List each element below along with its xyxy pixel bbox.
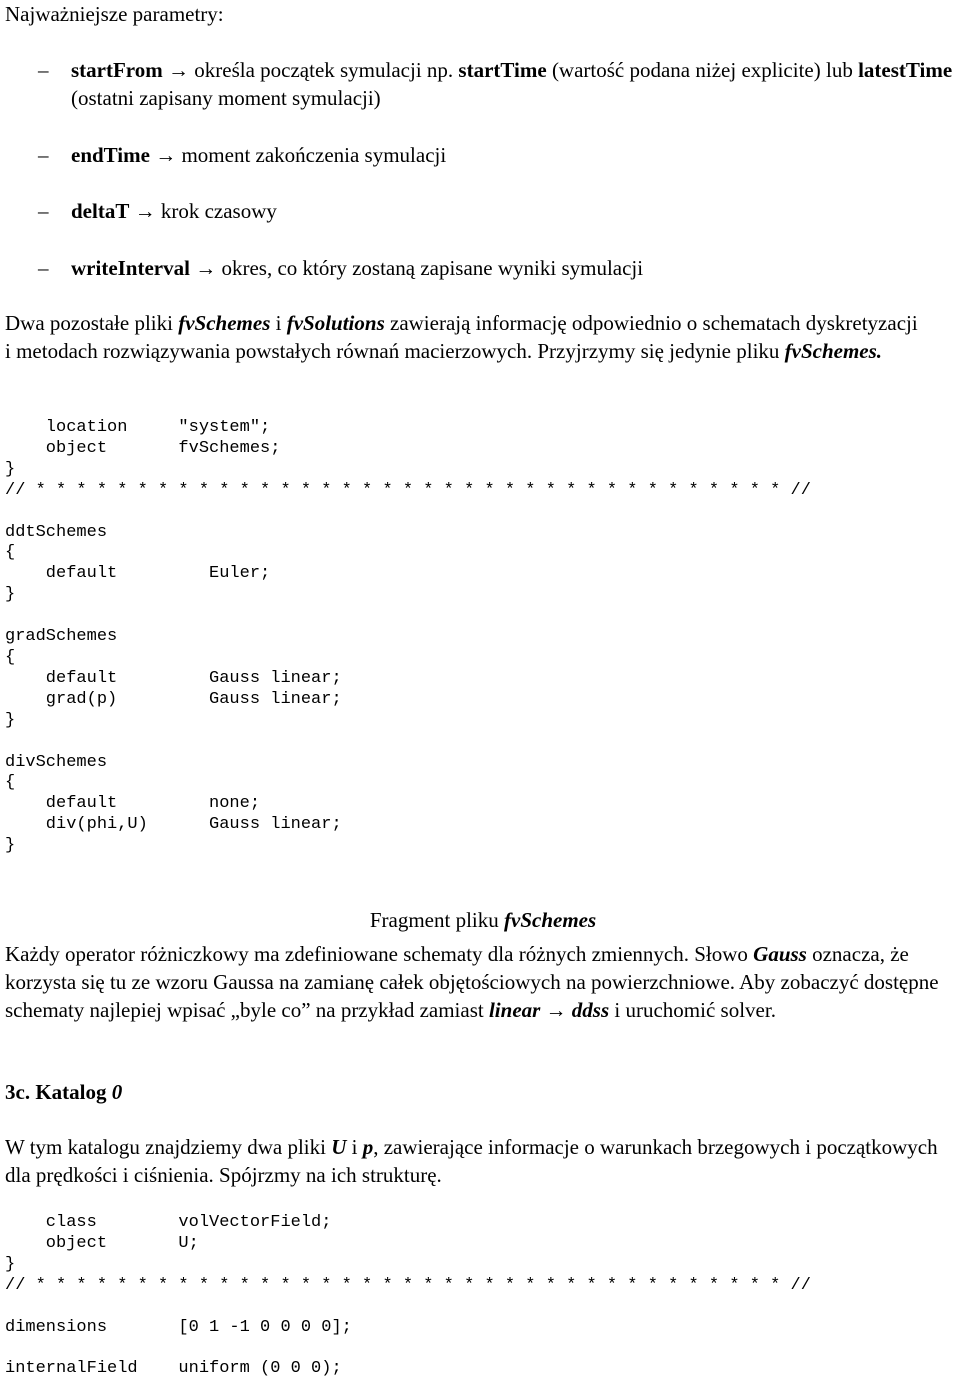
param-text: (wartość podana niżej explicite) lub [546,58,859,82]
arrow-glyph: → [168,58,189,82]
param-term: startFrom [71,58,163,82]
figure-caption [0,906,960,934]
text-run: i [270,311,287,335]
caption-emphasis: fvSchemes [504,908,597,932]
param-text: okres, co który zostaną zapisane wyniki symulacji [216,256,644,280]
param-text: moment zakończenia symulacji [176,143,447,167]
section-heading [5,1078,122,1106]
text-run: Każdy operator różniczkowy ma zdefiniowane schematy dla różnych zmiennych. Słowo [5,942,754,966]
emphasis-filename: fvSchemes. [784,339,883,363]
text-run: , zawierające informacje o warunkach brzegowych i początkowych dla prędkości i ciśnienia. Spójrzmy na ich strukturę. [5,1135,938,1187]
section-name: 0 [111,1080,123,1104]
text-run: i uruchomić solver. [609,998,776,1022]
arrow-glyph: → [155,143,177,167]
param-text: (ostatni zapisany moment symulacji) [71,86,381,110]
paragraph-fvschemes-intro [5,309,925,365]
emphasis-filename: p [362,1135,374,1159]
param-text: krok czasowy [155,199,277,223]
param-term: writeInterval [71,256,190,280]
list-item-text [71,56,960,112]
param-term: endTime [71,143,150,167]
param-term: deltaT [71,199,130,223]
dash-bullet: – [38,199,49,223]
text-run: W tym katalogu znajdziemy dwa pliki [5,1135,332,1159]
intro-heading: Najważniejsze parametry: [5,2,224,26]
list-item-text [71,197,960,225]
dash-bullet: – [38,58,49,82]
list-item-text [71,254,960,282]
caption-text: Fragment pliku [369,908,504,932]
param-text: określa początek symulacji np. [189,58,459,82]
text-run: Dwa pozostałe pliki [5,311,179,335]
arrow-glyph: → [195,256,217,280]
emphasis-term: linear → ddss [488,998,610,1022]
param-term: startTime [458,58,547,82]
text-run: i [346,1135,363,1159]
paragraph-operators [5,940,955,1024]
arrow-glyph: → [134,199,156,223]
text-run: oznacza, że korzysta się tu ze wzoru Gaussa na zamianę całek objętościowych na powierzchniowe. Aby zobaczyć dostępne schematy najlepiej wpisać „byle co” na przykład zamiast [5,942,939,1022]
emphasis-filename: fvSolutions [286,311,385,335]
emphasis-filename: U [331,1135,347,1159]
paragraph-katalog-0 [5,1133,940,1189]
dash-bullet: – [38,256,49,280]
code-block-fvschemes: location "system"; object fvSchemes; } // * * * * * * * * * * * * * * * * * * * * * * * * * * * * * * * * * * * * * // ddtSchemes { default Euler; } gradSchemes { default Gauss linear; grad(p) Gauss linear; } divSchemes { default none; div(phi,U) Gauss linear; } [5,418,811,856]
emphasis-filename: fvSchemes [178,311,271,335]
code-block-u-file: class volVectorField; object U; } // * * * * * * * * * * * * * * * * * * * * * * * * * * * * * * * * * * * * * // dimensions [0 1 -1 0 0 0 0]; internalField uniform (0 0 0); [5,1213,811,1379]
emphasis-term: Gauss [753,942,807,966]
dash-bullet: – [38,143,49,167]
param-term: latestTime [858,58,953,82]
text-run: zawierają informację odpowiednio o schematach dyskretyzacji i metodach rozwiązywania powstałych równań macierzowych. Przyjrzymy się jedynie pliku [5,311,918,363]
section-number: 3c. Katalog [5,1080,112,1104]
list-item-text [71,141,960,169]
